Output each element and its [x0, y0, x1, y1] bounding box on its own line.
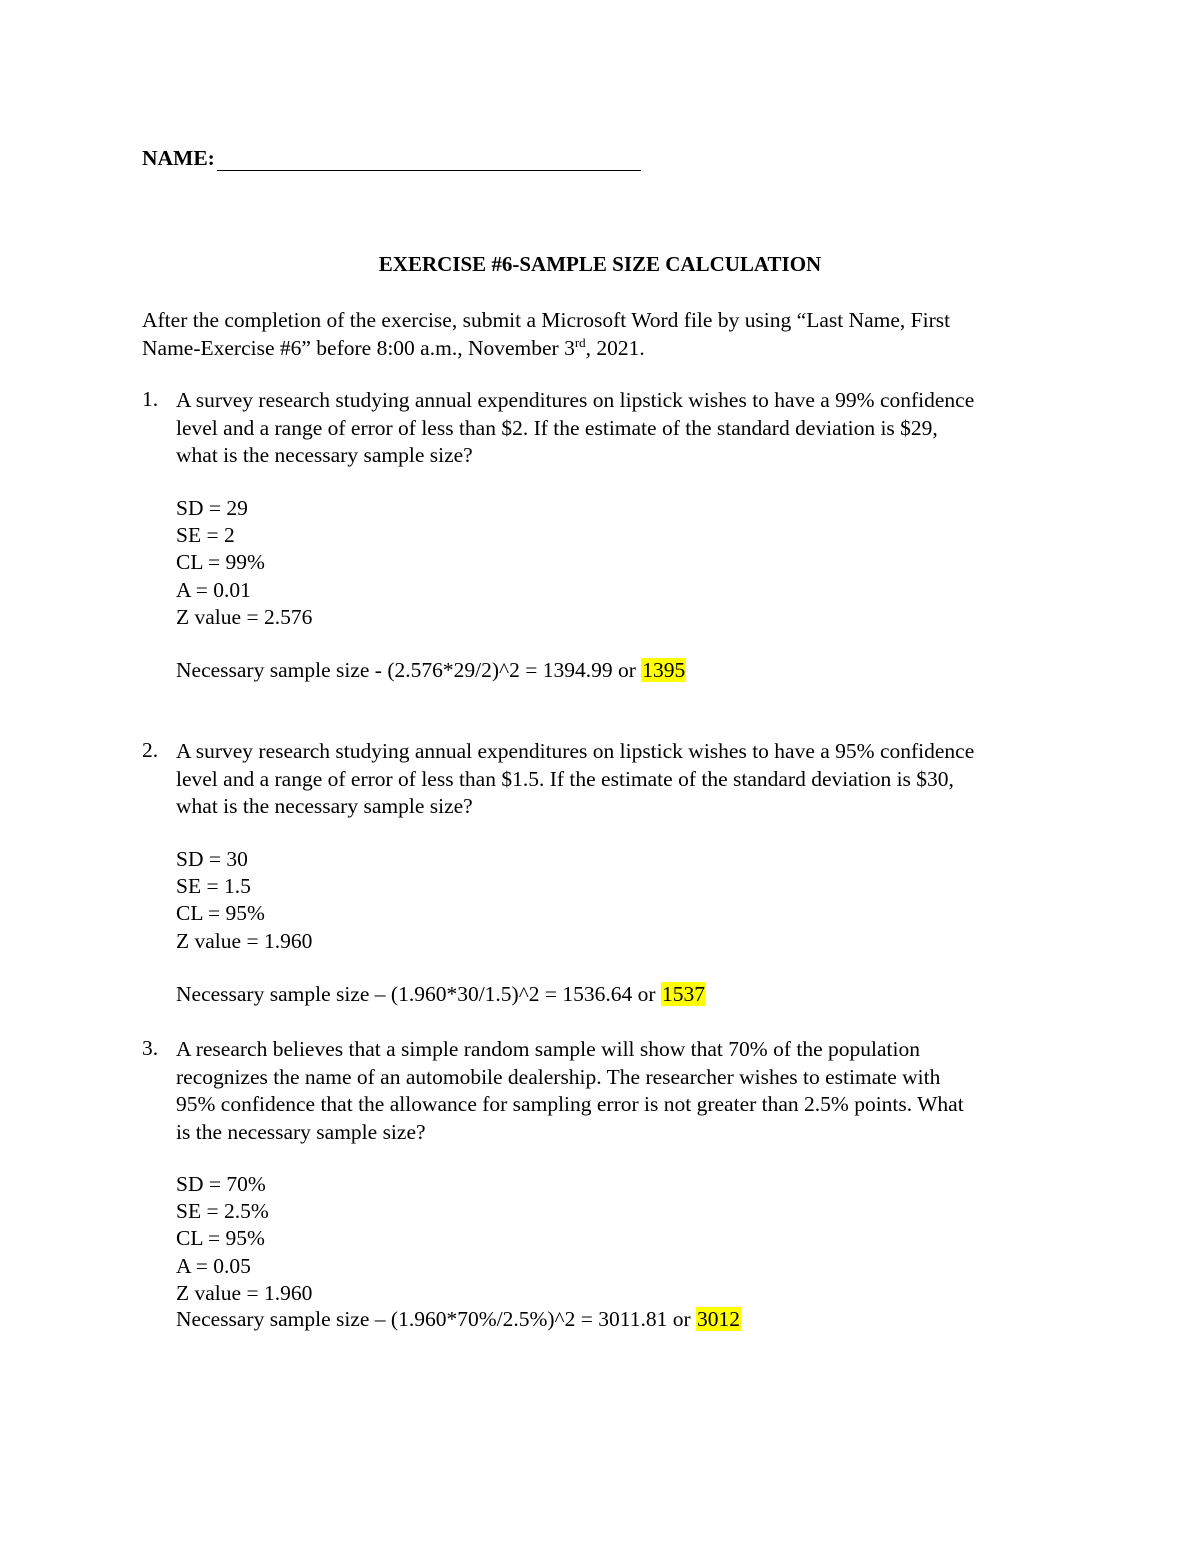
question-text [176, 387, 1076, 470]
value-z: Z value = 1.960 [176, 1280, 313, 1305]
value-cl: CL = 99% [176, 550, 265, 575]
intro-line-2 [142, 335, 1082, 363]
given-values [176, 495, 312, 631]
question-line: recognizes the name of an automobile dealership. The researcher wishes to estimate with [176, 1064, 941, 1089]
intro-superscript: rd [574, 334, 586, 350]
value-sd: SD = 70% [176, 1172, 266, 1196]
value-cl: CL = 95% [176, 901, 265, 926]
value-se: SE = 1.5 [176, 874, 251, 899]
question-number: 1. [142, 387, 159, 411]
question-text [176, 1036, 1076, 1146]
value-cl: CL = 95% [176, 1226, 265, 1251]
name-field [142, 146, 641, 171]
question-line: A survey research studying annual expenditures on lipstick wishes to have a 99% confidence [176, 388, 975, 412]
answer-highlight: 1395 [642, 658, 686, 682]
question-line: A survey research studying annual expenditures on lipstick wishes to have a 95% confidence [176, 739, 975, 763]
question-number: 3. [142, 1036, 159, 1060]
question-text [176, 738, 1076, 821]
question-line: level and a range of error of less than $2. If the estimate of the standard deviation is $29, [176, 415, 938, 440]
value-se: SE = 2 [176, 523, 235, 548]
answer-highlight: 3012 [696, 1307, 740, 1331]
answer-text: Necessary sample size – (1.960*30/1.5)^2 = 1536.64 or [176, 982, 661, 1006]
question-line: A research believes that a simple random sample will show that 70% of the population [176, 1037, 920, 1061]
intro-line-2-text: Name-Exercise #6” before 8:00 a.m., November 3 [142, 335, 575, 360]
value-z: Z value = 2.576 [176, 604, 313, 629]
value-se: SE = 2.5% [176, 1199, 269, 1224]
answer-highlight: 1537 [661, 982, 705, 1006]
answer-text: Necessary sample size - (2.576*29/2)^2 = 1394.99 or [176, 658, 642, 682]
intro-line-2-end: , 2021. [585, 335, 645, 360]
intro-paragraph [142, 307, 1082, 362]
given-values [176, 846, 312, 955]
question-number: 2. [142, 738, 159, 762]
value-sd: SD = 29 [176, 496, 248, 520]
name-label: NAME: [142, 146, 215, 170]
answer-line [176, 982, 706, 1007]
answer-line [176, 658, 686, 683]
answer-text: Necessary sample size – (1.960*70%/2.5%)^2 = 3011.81 or [176, 1307, 696, 1331]
given-values [176, 1171, 312, 1307]
question-line: 95% confidence that the allowance for sampling error is not greater than 2.5% points. What [176, 1092, 964, 1116]
question-line: what is the necessary sample size? [176, 443, 473, 467]
question-line: what is the necessary sample size? [176, 794, 473, 818]
value-sd: SD = 30 [176, 847, 248, 871]
question-line: level and a range of error of less than $1.5. If the estimate of the standard deviation is $30, [176, 766, 954, 791]
value-a: A = 0.05 [176, 1253, 251, 1278]
answer-line [176, 1307, 741, 1332]
value-a: A = 0.01 [176, 577, 251, 602]
intro-line-1: After the completion of the exercise, submit a Microsoft Word file by using “Last Name, First [142, 308, 951, 332]
value-z: Z value = 1.960 [176, 928, 313, 953]
name-blank-line [217, 148, 641, 171]
exercise-title: EXERCISE #6-SAMPLE SIZE CALCULATION [378, 252, 822, 276]
question-line: is the necessary sample size? [176, 1119, 426, 1144]
